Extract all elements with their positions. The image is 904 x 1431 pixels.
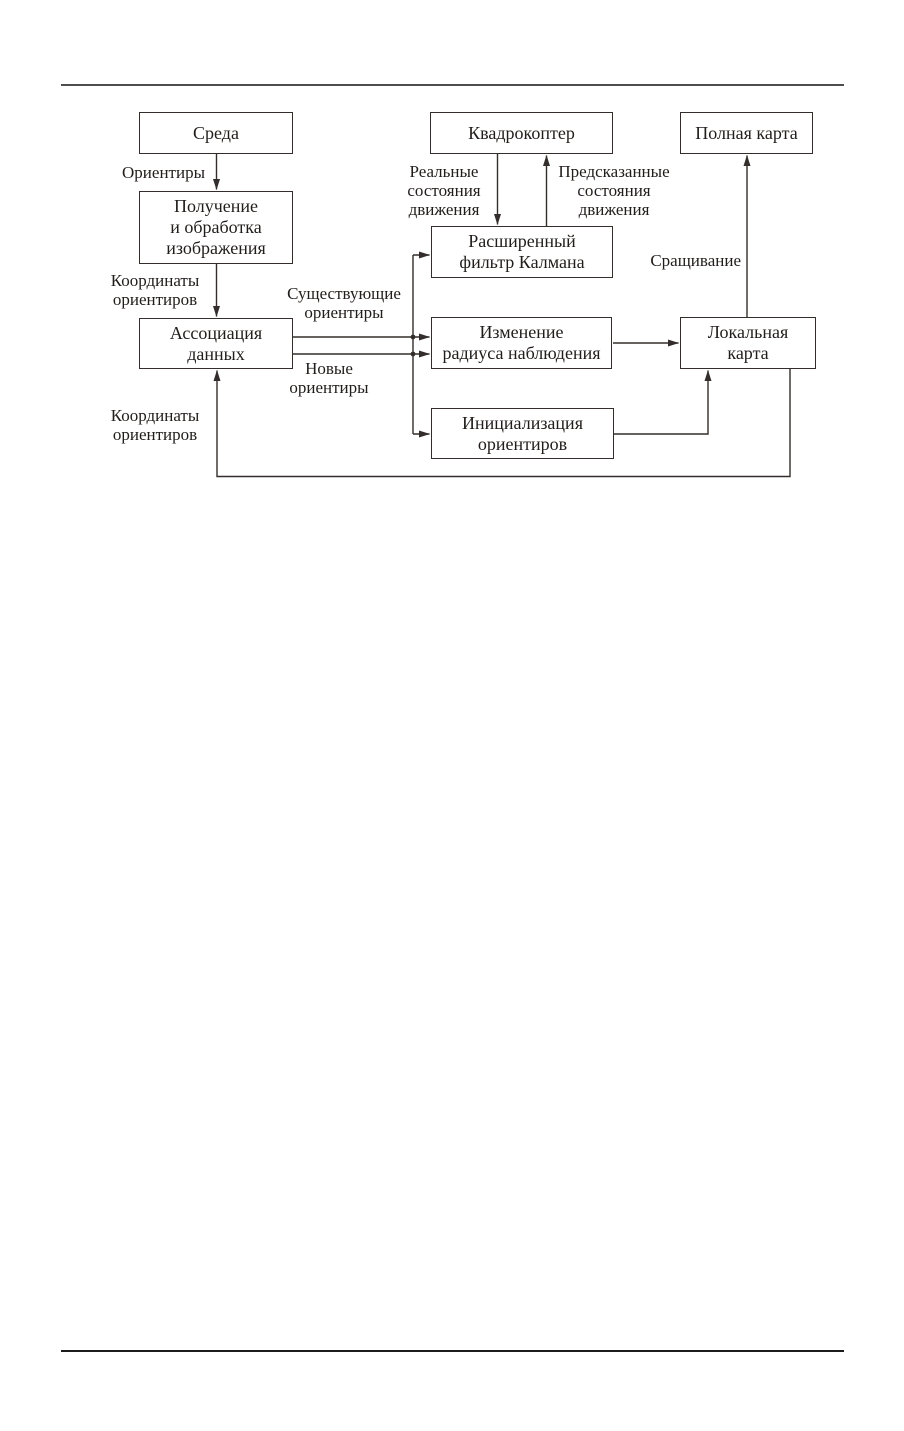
- box-observation-radius: Изменение радиуса наблюдения: [431, 317, 612, 369]
- label-existing-landmarks: Существующие ориентиры: [287, 284, 401, 322]
- box-image-acquisition: Получение и обработка изображения: [139, 191, 293, 264]
- box-full-map: Полная карта: [680, 112, 813, 154]
- label-new-landmarks: Новые ориентиры: [289, 359, 369, 397]
- box-quadcopter: Квадрокоптер: [430, 112, 613, 154]
- label-landmark-coords-1: Координаты ориентиров: [110, 271, 200, 309]
- label-real-motion-states: Реальные состояния движения: [407, 162, 481, 219]
- label-landmark-coords-2: Координаты ориентиров: [110, 406, 200, 444]
- junction-dot-lower: [411, 352, 416, 357]
- box-landmark-init: Инициализация ориентиров: [431, 408, 614, 459]
- label-landmarks: Ориентиры: [122, 163, 205, 182]
- edge-init-to-local-map: [614, 371, 708, 435]
- box-local-map: Локальная карта: [680, 317, 816, 369]
- junction-dot-upper: [411, 335, 416, 340]
- label-predicted-motion-states: Предсказанные состояния движения: [558, 162, 670, 219]
- label-merging: Сращивание: [650, 251, 741, 270]
- box-environment: Среда: [139, 112, 293, 154]
- box-data-association: Ассоциация данных: [139, 318, 293, 369]
- box-ekf: Расширенный фильтр Калмана: [431, 226, 613, 278]
